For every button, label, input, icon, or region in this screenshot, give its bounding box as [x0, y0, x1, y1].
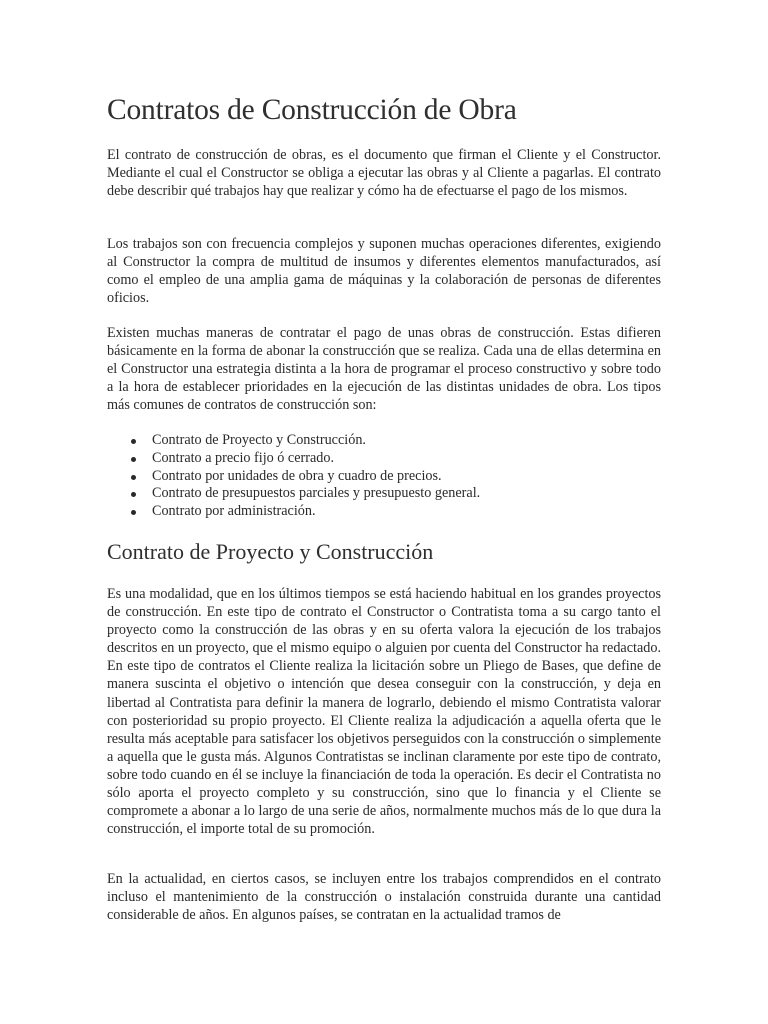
list-item-text: Contrato por administración. — [152, 503, 316, 520]
list-item — [107, 503, 661, 521]
bullet-icon — [131, 510, 136, 515]
section-heading: Contrato de Proyecto y Construcción — [107, 539, 434, 564]
list-item-text: Contrato a precio fijo ó cerrado. — [152, 449, 334, 466]
list-item-text: Contrato por unidades de obra y cuadro de precios. — [152, 467, 442, 484]
bullet-icon — [131, 492, 136, 497]
contract-types-list — [107, 432, 661, 521]
list-item — [107, 432, 661, 450]
intro-paragraph-2: Los trabajos son con frecuencia complejos y suponen muchas operaciones diferentes, exigiendo al Constructor la compra de multitud de insumos y diferentes elementos manufacturados, así como el empleo de una amplia gama de máquinas y la colaboración de personas de diferentes oficios. — [107, 236, 661, 307]
intro-paragraph-3: Existen muchas maneras de contratar el pago de unas obras de construcción. Estas difieren básicamente en la forma de abonar la construcción que se realiza. Cada una de ellas determina en el Constructor una estrategia distinta a la hora de programar el proceso constructivo y sobre todo a la hora de establecer prioridades en la ejecución de las distintas unidades de obra. Los tipos más comunes de contratos de construcción son: — [107, 325, 661, 414]
bullet-icon — [131, 439, 136, 444]
section-paragraph-2: En la actualidad, en ciertos casos, se incluyen entre los trabajos comprendidos en el contrato incluso el mantenimiento de la construcción o instalación construida durante una cantidad considerable de años. En algunos países, se contratan en la actualidad tramos de — [107, 871, 661, 924]
list-item-text: Contrato de Proyecto y Construcción. — [152, 432, 366, 448]
intro-paragraph-1: El contrato de construcción de obras, es el documento que firman el Cliente y el Constructor. Mediante el cual el Constructor se obliga a ejecutar las obras y al Cliente a pagarlas. El contrato debe describir qué trabajos hay que realizar y cómo ha de efectuarse el pago de los mismos. — [107, 147, 661, 200]
bullet-icon — [131, 475, 136, 480]
list-item — [107, 450, 661, 468]
section-paragraph-1: Es una modalidad, que en los últimos tiempos se está haciendo habitual en los grandes proyectos de construcción. En este tipo de contrato el Constructor o Contratista toma a su cargo tanto el proyecto como la construcción de las obras y en su oferta valora la ejecución de los trabajos descritos en un proyecto, que el mismo equipo o alguien por cuenta del Constructor ha redactado. En este tipo de contratos el Cliente realiza la licitación sobre un Pliego de Bases, que define de manera suscinta el objetivo o intención que desea conseguir con la construcción, y deja en libertad al Contratista para definir la manera de lograrlo, debiendo el mismo Contratista valorar con posterioridad su propio proyecto. El Cliente realiza la adjudicación a aquella oferta que le resulta más aceptable para satisfacer los objetivos perseguidos con la construcción o simplemente a aquella que le gusta más. Algunos Contratistas se inclinan claramente por este tipo de contrato, sobre todo cuando en él se incluye la financiación de toda la operación. Es decir el Contratista no sólo aporta el proyecto completo y su construcción, sino que lo financia y el Cliente se compromete a abonar a lo largo de una serie de años, normalmente muchos más de lo que dura la construcción, el importe total de su promoción. — [107, 586, 661, 838]
list-item — [107, 468, 661, 486]
list-item-text: Contrato de presupuestos parciales y presupuesto general. — [152, 485, 481, 502]
page-title: Contratos de Construcción de Obra — [107, 94, 517, 126]
bullet-icon — [131, 457, 136, 462]
list-item — [107, 485, 661, 503]
